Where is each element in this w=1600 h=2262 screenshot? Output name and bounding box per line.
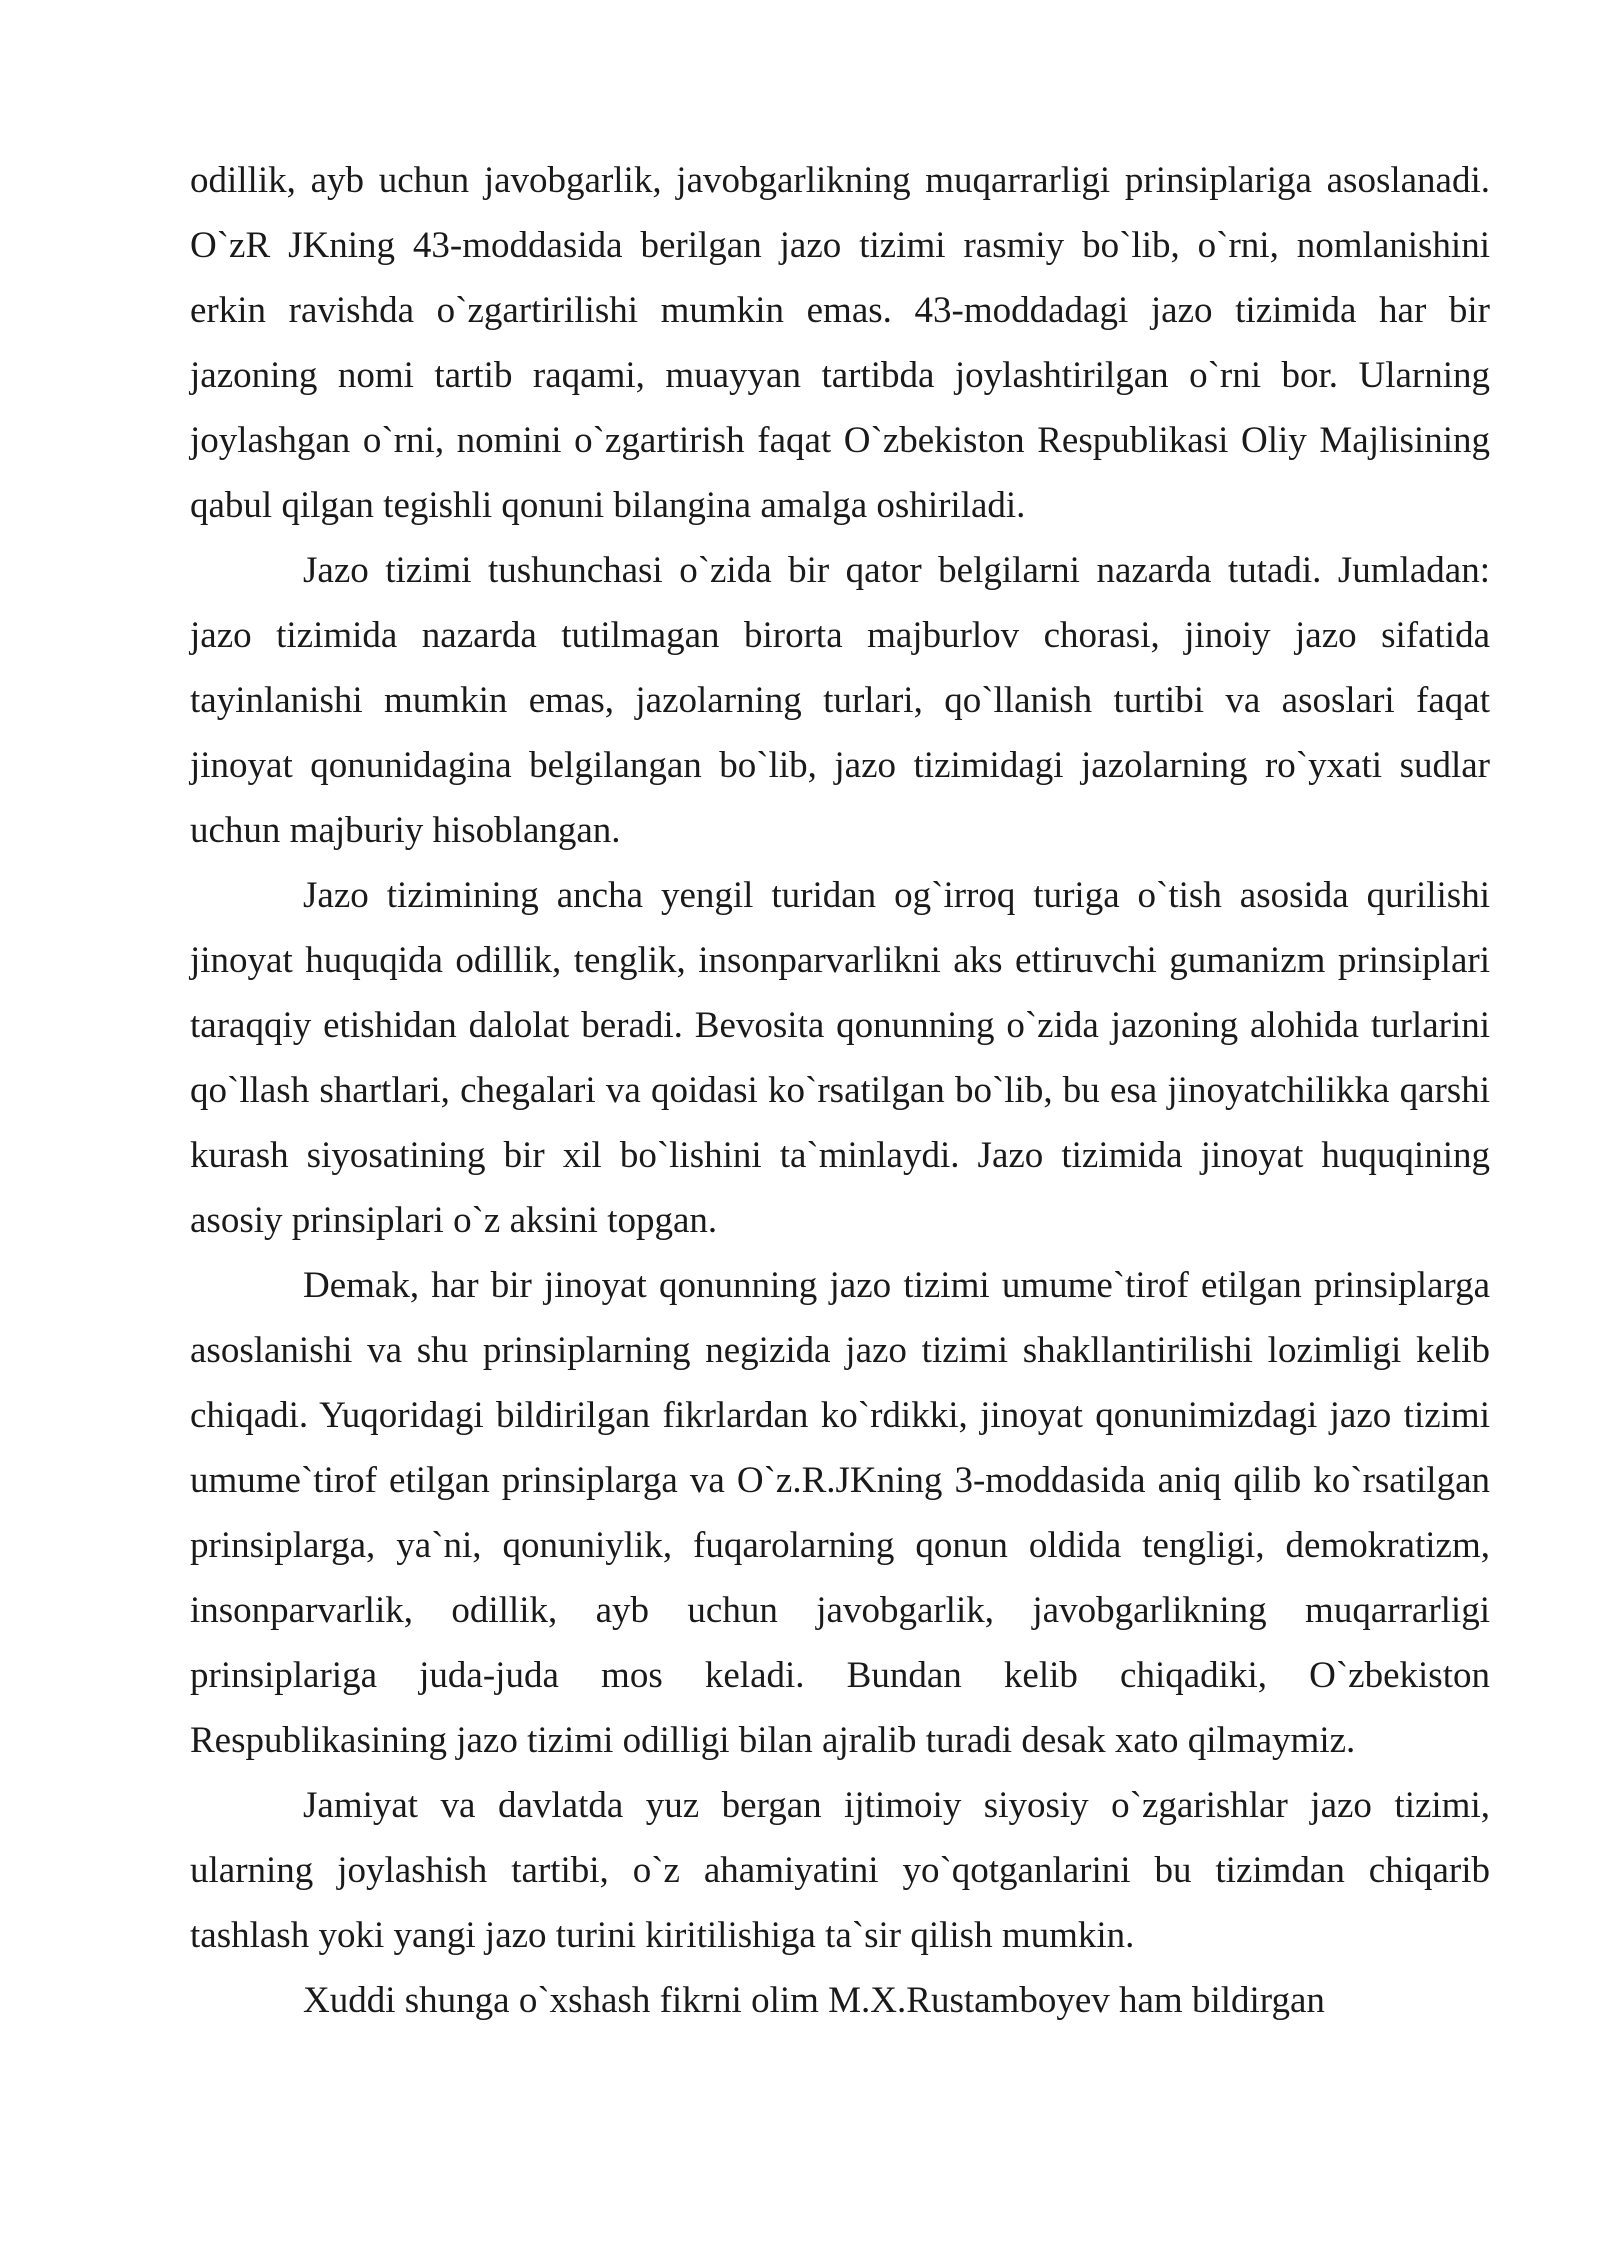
- document-page: [190, 148, 1490, 2033]
- paragraph-continuation: odillik, ayb uchun javobgarlik, javobgarlikning muqarrarligi prinsiplariga asoslanadi. O`zR JKning 43-moddasida berilgan jazo tizimi rasmiy bo`lib, o`rni, nomlanishini erkin ravishda o`zgartirilishi mumkin emas. 43-moddadagi jazo tizimida har bir jazoning nomi tartib raqami, muayyan tartibda joylashtirilgan o`rni bor. Ularning joylashgan o`rni, nomini o`zgartirish faqat O`zbekiston Respublikasi Oliy Majlisining qabul qilgan tegishli qonuni bilangina amalga oshiriladi.: [190, 160, 1490, 526]
- paragraph-jazo-tizimi-tushunchasi: Jazo tizimi tushunchasi o`zida bir qator belgilarni nazarda tutadi. Jumladan: jazo tizimida nazarda tutilmagan birorta majburlov chorasi, jinoiy jazo sifatida tayinlanishi mumkin emas, jazolarning turlari, qo`llanish turtibi va asoslari faqat jinoyat qonunidagina belgilangan bo`lib, jazo tizimidagi jazolarning ro`yxati sudlar uchun majburiy hisoblangan.: [190, 550, 1490, 851]
- paragraph-jazo-tizimining-qurilishi: Jazo tizimining ancha yengil turidan og`irroq turiga o`tish asosida qurilishi jinoyat huquqida odillik, tenglik, insonparvarlikni aks ettiruvchi gumanizm prinsiplari taraqqiy etishidan dalolat beradi. Bevosita qonunning o`zida jazoning alohida turlarini qo`llash shartlari, chegalari va qoidasi ko`rsatilgan bo`lib, bu esa jinoyatchilikka qarshi kurash siyosatining bir xil bo`lishini ta`minlaydi. Jazo tizimida jinoyat huquqining asosiy prinsiplari o`z aksini topgan.: [190, 875, 1490, 1241]
- paragraph-xuddi-shunga: Xuddi shunga o`xshash fikrni olim M.X.Rustamboyev ham bildirgan: [303, 1980, 1325, 2021]
- paragraph-demak: Demak, har bir jinoyat qonunning jazo tizimi umume`tirof etilgan prinsiplarga asoslanishi va shu prinsiplarning negizida jazo tizimi shakllantirilishi lozimligi kelib chiqadi. Yuqoridagi bildirilgan fikrlardan ko`rdikki, jinoyat qonunimizdagi jazo tizimi umume`tirof etilgan prinsiplarga va O`z.R.JKning 3-moddasida aniq qilib ko`rsatilgan prinsiplarga, ya`ni, qonuniylik, fuqarolarning qonun oldida tengligi, demokratizm, insonparvarlik, odillik, ayb uchun javobgarlik, javobgarlikning muqarrarligi prinsiplariga juda-juda mos keladi. Bundan kelib chiqadiki, O`zbekiston Respublikasining jazo tizimi odilligi bilan ajralib turadi desak xato qilmaymiz.: [190, 1265, 1490, 1761]
- paragraph-jamiyat-va-davlat: Jamiyat va davlatda yuz bergan ijtimoiy siyosiy o`zgarishlar jazo tizimi, ularning joylashish tartibi, o`z ahamiyatini yo`qotganlarini bu tizimdan chiqarib tashlash yoki yangi jazo turini kiritilishiga ta`sir qilish mumkin.: [190, 1785, 1490, 1956]
